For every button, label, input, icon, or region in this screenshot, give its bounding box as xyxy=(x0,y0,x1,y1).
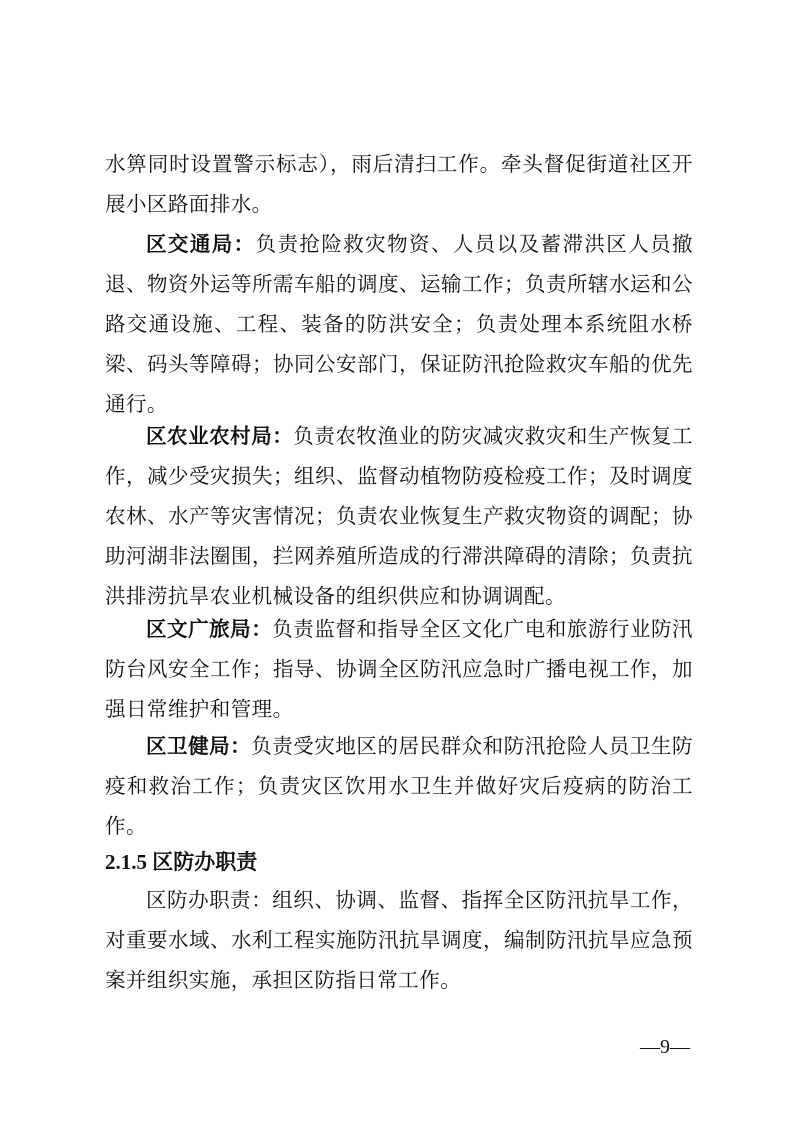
paragraph-transport-bureau xyxy=(105,224,693,424)
paragraph-culture-tourism-bureau xyxy=(105,609,693,729)
section-number: 2.1.5 xyxy=(105,850,147,874)
paragraph-text: 区防办职责：组织、协调、监督、指挥全区防汛抗旱工作，对重要水域、水利工程实施防汛抗旱调度，编制防汛抗旱应急预案并组织实施，承担区防指日常工作。 xyxy=(105,888,693,992)
department-label: 区卫健局： xyxy=(146,734,252,758)
paragraph-text: 水箅同时设置警示标志），雨后清扫工作。牵头督促街道社区开展小区路面排水。 xyxy=(105,152,693,216)
department-label: 区交通局： xyxy=(146,232,256,256)
page-number: —9— xyxy=(640,1036,690,1058)
department-label: 区文广旅局： xyxy=(146,617,273,641)
paragraph-text: 负责监督和指导全区文化广电和旅游行业防汛防台风安全工作；指导、协调全区防汛应急时广播电视工作，加强日常维护和管理。 xyxy=(105,617,694,721)
section-title: 区防办职责 xyxy=(152,849,258,874)
paragraph-continued xyxy=(105,144,693,224)
paragraph-health-bureau xyxy=(105,726,693,846)
paragraph-text: 负责抢险救灾物资、人员以及蓄滞洪区人员撤退、物资外运等所需车船的调度、运输工作；负责所辖水运和公路交通设施、工程、装备的防洪安全；负责处理本系统阻水桥梁、码头等障碍；协同公安部门，保证防汛抢险救灾车船的优先通行。 xyxy=(105,232,693,416)
department-label: 区农业农村局： xyxy=(146,424,294,448)
paragraph-text: 负责受灾地区的居民群众和防汛抢险人员卫生防疫和救治工作；负责灾区饮用水卫生并做好灾后疫病的防治工作。 xyxy=(105,734,694,838)
paragraph-agriculture-bureau xyxy=(105,416,693,616)
section-heading xyxy=(105,844,257,880)
paragraph-text: 负责农牧渔业的防灾减灾救灾和生产恢复工作，减少受灾损失；组织、监督动植物防疫检疫工作；及时调度农林、水产等灾害情况；负责农业恢复生产救灾物资的调配；协助河湖非法圈围，拦网养殖所造成的行滞洪障碍的清除；负责抗洪排涝抗旱农业机械设备的组织供应和协调调配。 xyxy=(105,424,693,608)
paragraph-flood-office-duties xyxy=(105,880,693,1000)
